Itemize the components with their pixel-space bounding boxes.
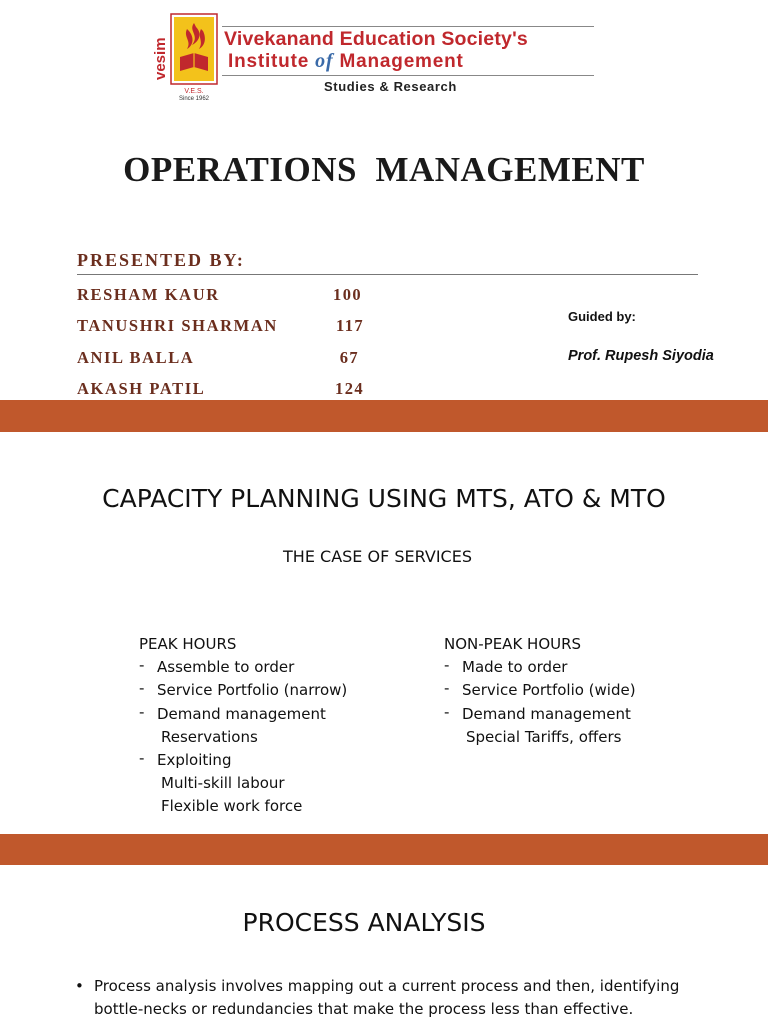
- dash-bullet: -: [139, 656, 145, 675]
- title-slide: [0, 0, 768, 400]
- member-roll: 100: [333, 285, 362, 304]
- peak-hours-column: [139, 633, 347, 819]
- list-item-text: Assemble to order: [157, 658, 295, 677]
- non-peak-hours-column: [444, 633, 636, 749]
- dash-bullet: -: [139, 749, 145, 768]
- member-name: RESHAM KAUR: [77, 285, 220, 304]
- list-item-text: Service Portfolio (wide): [462, 681, 636, 700]
- list-subitem: Special Tariffs, offers: [466, 727, 622, 746]
- institute-name-part2: Management: [333, 51, 464, 72]
- institute-name: [228, 50, 598, 73]
- slide-title: CAPACITY PLANNING USING MTS, ATO & MTO: [102, 484, 666, 513]
- member-name: ANIL BALLA: [77, 348, 195, 367]
- since-year: Since 1962: [178, 96, 210, 102]
- institute-of: of: [315, 50, 334, 72]
- org-name: Vivekanand Education Society's: [224, 28, 528, 50]
- list-item-text: Service Portfolio (narrow): [157, 681, 348, 700]
- slide-title: PROCESS ANALYSIS: [242, 908, 486, 937]
- list-item: [139, 656, 347, 679]
- member-name: AKASH PATIL: [77, 379, 206, 398]
- institute-tagline: Studies & Research: [324, 79, 457, 94]
- column-heading: PEAK HOURS: [139, 635, 237, 653]
- divider: [77, 274, 698, 275]
- list-subitem: Multi-skill labour: [161, 774, 285, 793]
- bullet-text: Process analysis involves mapping out a current process and then, identifying bottle-necks or redundancies that make the process less than effective.: [94, 977, 680, 1018]
- guided-by-label: Guided by:: [568, 309, 636, 324]
- logo-rule-top: [222, 26, 594, 27]
- logo-rule-bottom: [222, 75, 594, 76]
- bullet-paragraph: [75, 975, 715, 1021]
- member-roll: 117: [335, 316, 364, 335]
- list-item: [139, 679, 347, 702]
- slide-title: OPERATIONS MANAGEMENT: [123, 150, 645, 189]
- column-heading: NON-PEAK HOURS: [444, 635, 582, 653]
- list-item-text: Exploiting: [157, 751, 232, 770]
- flame-book-crest-icon: [170, 13, 218, 97]
- capacity-planning-slide: [0, 432, 768, 834]
- dash-bullet: -: [444, 702, 450, 721]
- svg-text:vesim: vesim: [152, 37, 169, 80]
- member-roll: 124: [335, 379, 364, 398]
- list-item: [444, 703, 636, 726]
- list-item: [444, 679, 636, 702]
- bullet-dot: •: [75, 977, 84, 995]
- member-roll: 67: [339, 348, 359, 367]
- list-subitem: Reservations: [161, 727, 258, 746]
- dash-bullet: -: [139, 702, 145, 721]
- vesim-vertical-logotype: [150, 22, 170, 82]
- list-subitem: Flexible work force: [161, 797, 303, 816]
- process-analysis-slide: [0, 865, 768, 1024]
- presented-by-heading: PRESENTED BY:: [77, 250, 245, 270]
- slide-subtitle: THE CASE OF SERVICES: [283, 547, 472, 566]
- list-item-text: Made to order: [462, 658, 568, 677]
- list-item: [444, 656, 636, 679]
- slide-separator-band: [0, 400, 768, 432]
- member-name: TANUSHRI SHARMAN: [77, 316, 278, 335]
- slide-separator-band: [0, 834, 768, 865]
- list-item-text: Demand management: [157, 704, 326, 723]
- dash-bullet: -: [444, 656, 450, 675]
- dash-bullet: -: [139, 679, 145, 698]
- crest-text: V.E.S.: [184, 88, 204, 95]
- list-item-text: Demand management: [462, 704, 631, 723]
- institute-name-part1: Institute: [228, 51, 316, 72]
- list-item: [139, 749, 347, 772]
- list-item: [139, 703, 347, 726]
- dash-bullet: -: [444, 679, 450, 698]
- guide-name: Prof. Rupesh Siyodia: [568, 348, 714, 364]
